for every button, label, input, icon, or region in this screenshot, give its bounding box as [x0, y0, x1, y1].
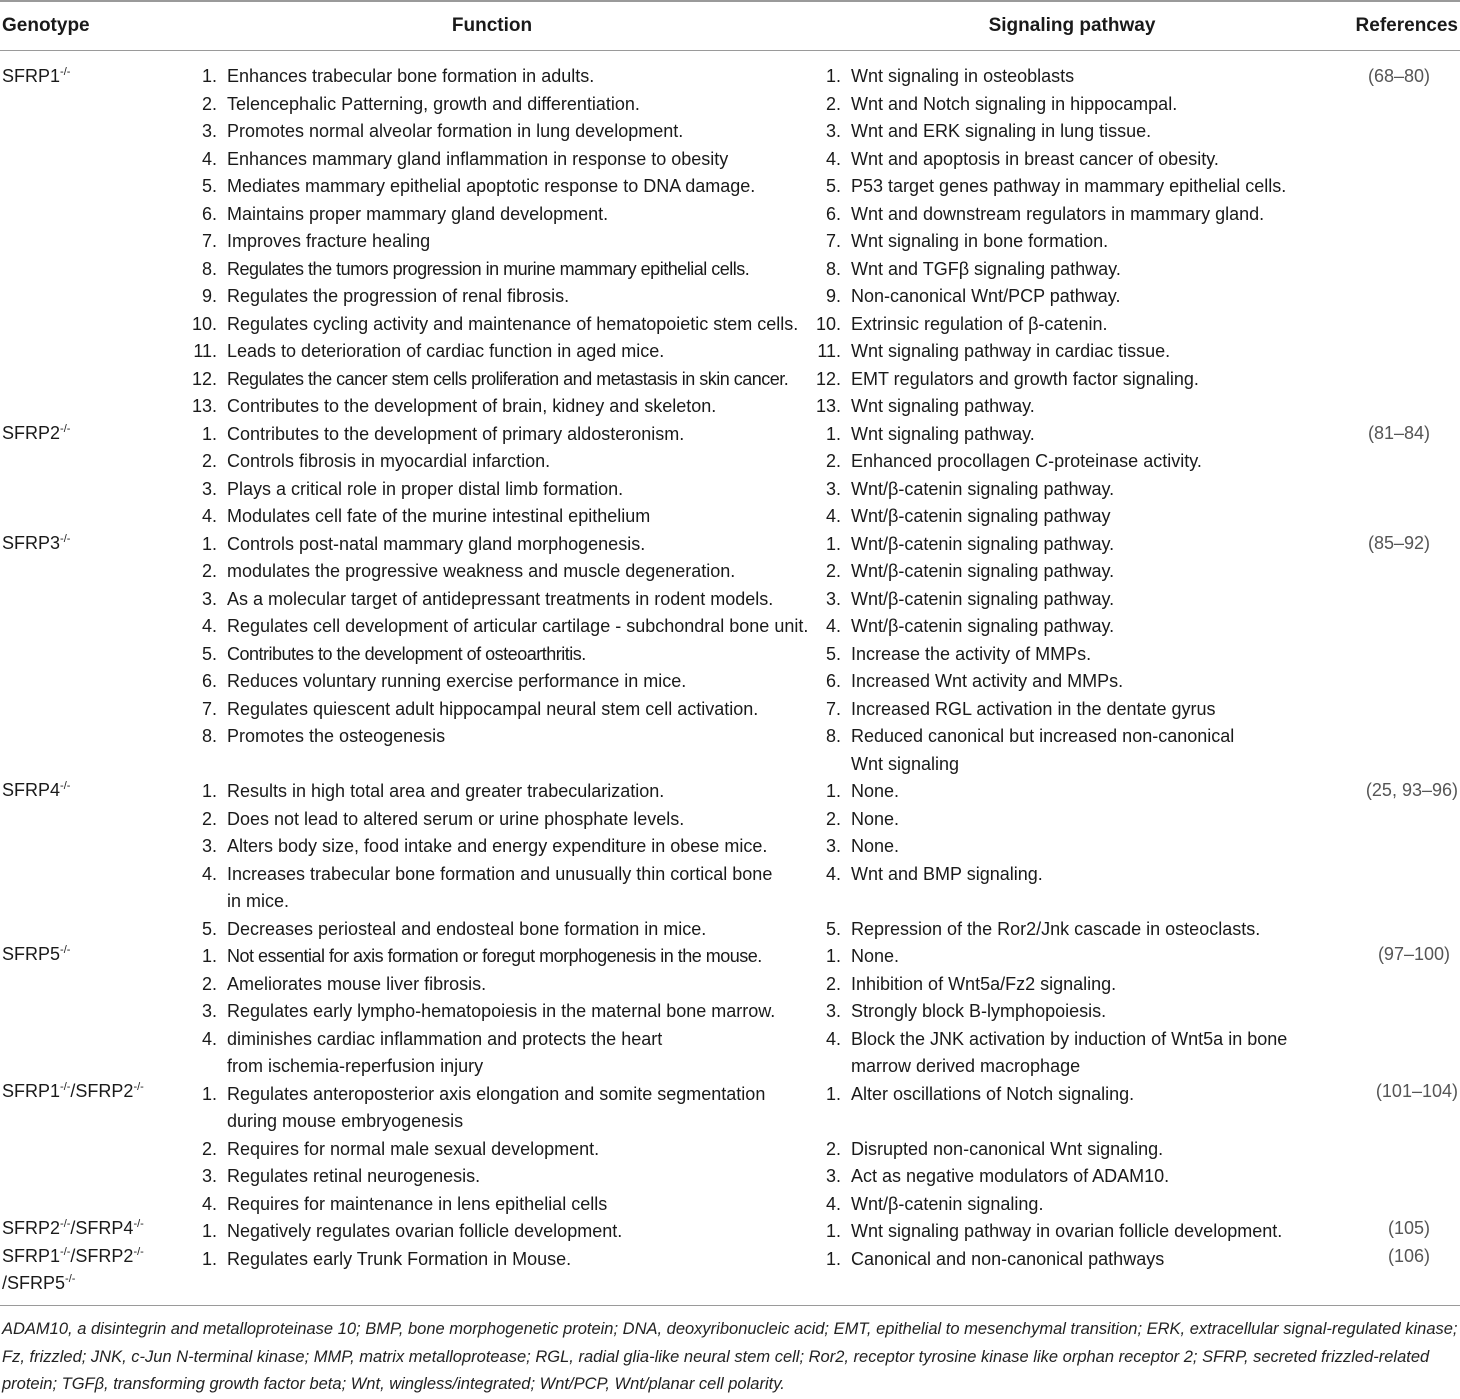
genotype-sfrp4: SFRP4-/-	[2, 780, 71, 800]
genotype-sfrp5: SFRP5-/-	[2, 944, 71, 964]
signaling-item-number: 4.	[825, 863, 841, 884]
signaling-item-number: 7.	[825, 231, 841, 251]
signaling-item-number: 7.	[825, 698, 841, 719]
function-item-number: 2.	[201, 973, 217, 994]
reference-sfrp1[interactable]: (68–80)	[1367, 66, 1430, 86]
reference-sfrp1-sfrp2[interactable]: (101–104)	[1375, 1081, 1458, 1101]
function-item: Promotes normal alveolar formation in lung development.	[227, 121, 684, 141]
header-references: References	[1355, 15, 1458, 36]
signaling-item: Wnt/β-catenin signaling pathway	[851, 506, 1111, 526]
signaling-item: Wnt/β-catenin signaling pathway.	[851, 616, 1115, 636]
signaling-item: Wnt signaling	[851, 753, 960, 774]
function-item: Improves fracture healing	[227, 231, 431, 251]
signaling-item: Wnt signaling pathway.	[851, 396, 1035, 416]
function-item-number: 1.	[201, 423, 217, 444]
function-item: Alters body size, food intake and energy expenditure in obese mice.	[227, 836, 768, 856]
signaling-item-number: 2.	[825, 451, 841, 471]
function-item-number: 1.	[201, 1221, 217, 1241]
function-item: Mediates mammary epithelial apoptotic response to DNA damage.	[227, 176, 756, 196]
function-item: in mice.	[227, 891, 290, 911]
signaling-item-number: 1.	[825, 1083, 841, 1104]
signaling-item: Increase the activity of MMPs.	[851, 643, 1092, 664]
function-item: Regulates the cancer stem cells proliferation and metastasis in skin cancer.	[227, 368, 789, 389]
signaling-item-number: 5.	[825, 643, 841, 664]
signaling-item-number: 2.	[825, 1138, 841, 1159]
reference-sfrp4[interactable]: (25, 93–96)	[1365, 780, 1458, 800]
function-item: Leads to deterioration of cardiac function in aged mice.	[227, 341, 665, 361]
function-item-number: 5.	[201, 643, 217, 664]
function-item-number: 3.	[201, 1001, 217, 1021]
signaling-item-number: 3.	[825, 1001, 841, 1021]
function-item-number: 8.	[201, 258, 217, 279]
function-item-number: 4.	[201, 616, 217, 636]
function-item: Not essential for axis formation or foregut morphogenesis in the mouse.	[227, 946, 762, 966]
signaling-item-number: 1.	[825, 533, 841, 554]
function-item-number: 1.	[201, 946, 217, 966]
function-item-number: 8.	[201, 726, 217, 746]
function-item-number: 12.	[191, 368, 217, 389]
signaling-item-number: 6.	[825, 203, 841, 224]
signaling-item-number: 4.	[825, 616, 841, 636]
function-item: Regulates early lympho-hematopoiesis in the maternal bone marrow.	[227, 1001, 776, 1021]
function-item-number: 4.	[201, 506, 217, 526]
function-item: from ischemia-reperfusion injury	[227, 1056, 484, 1076]
signaling-item: None.	[851, 808, 900, 829]
table-header	[0, 0, 1460, 50]
function-item-number: 2.	[201, 1138, 217, 1159]
genotype-sfrp1-sfrp2: SFRP1-/-/SFRP2-/-	[2, 1081, 144, 1101]
signaling-item-number: 3.	[825, 121, 841, 141]
genotype-sfrp5-continued: /SFRP5-/-	[2, 1273, 76, 1293]
function-item-number: 3.	[201, 836, 217, 856]
function-item: Enhances mammary gland inflammation in response to obesity	[227, 148, 729, 169]
signaling-item-number: 6.	[825, 671, 841, 691]
header-rule	[0, 50, 1460, 51]
signaling-item-number: 8.	[825, 258, 841, 279]
reference-sfrp5[interactable]: (97–100)	[1377, 944, 1450, 964]
signaling-item: Wnt and TGFβ signaling pathway.	[851, 258, 1121, 279]
signaling-item-number: 11.	[817, 341, 841, 361]
signaling-item: Disrupted non-canonical Wnt signaling.	[851, 1138, 1164, 1159]
reference-sfrp2[interactable]: (81–84)	[1367, 423, 1430, 443]
genotype-sfrp2-sfrp4: SFRP2-/-/SFRP4-/-	[2, 1218, 144, 1238]
function-item: Regulates the progression of renal fibrosis.	[227, 286, 570, 306]
signaling-item-number: 13.	[815, 396, 841, 416]
function-item: Regulates cell development of articular cartilage - subchondral bone unit.	[227, 616, 809, 636]
function-item-number: 4.	[201, 1028, 217, 1049]
function-item-number: 5.	[201, 176, 217, 196]
function-item: Contributes to the development of primary aldosteronism.	[227, 423, 685, 444]
function-item-number: 4.	[201, 148, 217, 169]
function-item: Negatively regulates ovarian follicle development.	[227, 1221, 623, 1241]
signaling-item-number: 2.	[825, 93, 841, 114]
function-item-number: 6.	[201, 671, 217, 691]
signaling-item: Repression of the Ror2/Jnk cascade in osteoclasts.	[851, 918, 1261, 939]
signaling-item: Wnt and downstream regulators in mammary gland.	[851, 203, 1265, 224]
signaling-item: Wnt/β-catenin signaling pathway.	[851, 478, 1115, 499]
signaling-item: Increased Wnt activity and MMPs.	[851, 671, 1124, 691]
reference-sfrp3[interactable]: (85–92)	[1367, 533, 1430, 553]
genotype-sfrp1: SFRP1-/-	[2, 66, 71, 86]
function-item-number: 10.	[191, 313, 217, 334]
signaling-item: marrow derived macrophage	[851, 1056, 1081, 1076]
signaling-item: Wnt signaling in osteoblasts	[851, 66, 1075, 86]
function-item: As a molecular target of antidepressant treatments in rodent models.	[227, 588, 774, 609]
function-item-number: 1.	[201, 533, 217, 554]
function-item: Controls fibrosis in myocardial infarction.	[227, 451, 551, 471]
signaling-item: Wnt/β-catenin signaling pathway.	[851, 588, 1115, 609]
signaling-item: Wnt and BMP signaling.	[851, 863, 1043, 884]
signaling-item: Wnt/β-catenin signaling.	[851, 1193, 1044, 1214]
signaling-item: Canonical and non-canonical pathways	[851, 1248, 1165, 1269]
function-item-number: 2.	[201, 808, 217, 829]
genotype-sfrp2: SFRP2-/-	[2, 423, 71, 443]
signaling-item-number: 1.	[825, 66, 841, 86]
header-function: Function	[451, 15, 533, 36]
function-item-number: 6.	[201, 203, 217, 224]
function-item: diminishes cardiac inflammation and protects the heart	[227, 1028, 663, 1049]
function-item: Maintains proper mammary gland development.	[227, 203, 609, 224]
function-item: Regulates cycling activity and maintenance of hematopoietic stem cells.	[227, 313, 799, 334]
signaling-item-number: 1.	[825, 1221, 841, 1241]
function-item-number: 9.	[201, 286, 217, 306]
function-item: Requires for normal male sexual development.	[227, 1138, 600, 1159]
signaling-item-number: 1.	[825, 423, 841, 444]
function-item-number: 1.	[201, 1083, 217, 1104]
signaling-item-number: 2.	[825, 561, 841, 581]
function-item: Plays a critical role in proper distal limb formation.	[227, 478, 624, 499]
signaling-item: Wnt/β-catenin signaling pathway.	[851, 561, 1115, 581]
signaling-item: None.	[851, 781, 900, 801]
signaling-item-number: 4.	[825, 506, 841, 526]
reference-sfrp1-sfrp2-sfrp5[interactable]: (106)	[1387, 1246, 1430, 1266]
function-item-number: 1.	[201, 66, 217, 86]
signaling-item: EMT regulators and growth factor signaling.	[851, 368, 1199, 389]
signaling-item-number: 10.	[815, 313, 841, 334]
function-item: Regulates quiescent adult hippocampal neural stem cell activation.	[227, 698, 759, 719]
function-item-number: 2.	[201, 561, 217, 581]
function-item-number: 1.	[201, 1248, 217, 1269]
signaling-item: Wnt signaling pathway.	[851, 423, 1035, 444]
signaling-item-number: 5.	[825, 176, 841, 196]
function-item-number: 3.	[201, 1166, 217, 1186]
signaling-item-number: 3.	[825, 478, 841, 499]
function-item-number: 7.	[201, 698, 217, 719]
function-item: Increases trabecular bone formation and unusually thin cortical bone	[227, 863, 773, 884]
function-item: Results in high total area and greater trabecularization.	[227, 781, 665, 801]
function-item: Does not lead to altered serum or urine phosphate levels.	[227, 808, 685, 829]
signaling-item: Reduced canonical but increased non-canonical	[851, 726, 1235, 746]
reference-sfrp2-sfrp4[interactable]: (105)	[1387, 1218, 1430, 1238]
function-item: Regulates early Trunk Formation in Mouse.	[227, 1248, 572, 1269]
function-item: during mouse embryogenesis	[227, 1111, 464, 1131]
signaling-item-number: 3.	[825, 1166, 841, 1186]
signaling-item: Wnt signaling pathway in cardiac tissue.	[851, 341, 1171, 361]
header-genotype: Genotype	[2, 15, 90, 36]
function-item-number: 3.	[201, 478, 217, 499]
signaling-item: Wnt and Notch signaling in hippocampal.	[851, 93, 1178, 114]
function-item: Reduces voluntary running exercise performance in mice.	[227, 671, 687, 691]
signaling-item-number: 1.	[825, 946, 841, 966]
function-item: modulates the progressive weakness and muscle degeneration.	[227, 561, 736, 581]
signaling-item-number: 3.	[825, 836, 841, 856]
signaling-item: Wnt signaling in bone formation.	[851, 231, 1109, 251]
signaling-item: Block the JNK activation by induction of Wnt5a in bone	[851, 1028, 1288, 1049]
function-item: Regulates retinal neurogenesis.	[227, 1166, 481, 1186]
signaling-item: Wnt and apoptosis in breast cancer of obesity.	[851, 148, 1219, 169]
signaling-item-number: 4.	[825, 148, 841, 169]
function-item-number: 7.	[201, 231, 217, 251]
function-item-number: 2.	[201, 93, 217, 114]
function-item-number: 11.	[193, 341, 217, 361]
function-item: Regulates anteroposterior axis elongation and somite segmentation	[227, 1083, 766, 1104]
signaling-item: Wnt signaling pathway in ovarian follicle development.	[851, 1221, 1283, 1241]
function-item: Telencephalic Patterning, growth and differentiation.	[227, 93, 640, 114]
signaling-item-number: 5.	[825, 918, 841, 939]
signaling-item: Enhanced procollagen C-proteinase activity.	[851, 451, 1202, 471]
function-item: Decreases periosteal and endosteal bone formation in mice.	[227, 918, 707, 939]
signaling-item-number: 9.	[825, 286, 841, 306]
function-item: Ameliorates mouse liver fibrosis.	[227, 973, 487, 994]
signaling-item: Act as negative modulators of ADAM10.	[851, 1166, 1170, 1186]
signaling-item: Alter oscillations of Notch signaling.	[851, 1083, 1135, 1104]
genotype-sfrp1-sfrp2-sfrp5: SFRP1-/-/SFRP2-/-	[2, 1246, 144, 1266]
signaling-item-number: 8.	[825, 726, 841, 746]
signaling-item-number: 1.	[825, 1248, 841, 1269]
function-item: Regulates the tumors progression in murine mammary epithelial cells.	[227, 258, 750, 279]
signaling-item: Extrinsic regulation of β-catenin.	[851, 313, 1108, 334]
function-item-number: 3.	[201, 121, 217, 141]
signaling-item-number: 1.	[825, 781, 841, 801]
function-item: Contributes to the development of brain, kidney and skeleton.	[227, 396, 717, 416]
signaling-item: Non-canonical Wnt/PCP pathway.	[851, 286, 1121, 306]
signaling-item-number: 12.	[815, 368, 841, 389]
function-item-number: 5.	[201, 918, 217, 939]
function-item-number: 3.	[201, 588, 217, 609]
table-bottom-rule	[0, 1305, 1460, 1306]
signaling-item: None.	[851, 836, 900, 856]
function-item: Contributes to the development of osteoarthritis.	[227, 643, 586, 664]
signaling-item: Wnt/β-catenin signaling pathway.	[851, 533, 1115, 554]
genotype-sfrp3: SFRP3-/-	[2, 533, 71, 553]
signaling-item: Strongly block B-lymphopoiesis.	[851, 1001, 1107, 1021]
signaling-item: P53 target genes pathway in mammary epithelial cells.	[851, 176, 1287, 196]
function-item: Enhances trabecular bone formation in adults.	[227, 66, 595, 86]
signaling-item: Wnt and ERK signaling in lung tissue.	[851, 121, 1152, 141]
function-item: Requires for maintenance in lens epithelial cells	[227, 1193, 608, 1214]
function-item-number: 2.	[201, 451, 217, 471]
function-item-number: 13.	[191, 396, 217, 416]
signaling-item: Increased RGL activation in the dentate gyrus	[851, 698, 1216, 719]
signaling-item-number: 2.	[825, 973, 841, 994]
function-item: Promotes the osteogenesis	[227, 726, 446, 746]
signaling-item-number: 4.	[825, 1193, 841, 1214]
signaling-item-number: 2.	[825, 808, 841, 829]
signaling-item: None.	[851, 946, 900, 966]
function-item-number: 4.	[201, 863, 217, 884]
function-item: Controls post-natal mammary gland morphogenesis.	[227, 533, 646, 554]
header-signaling-pathway: Signaling pathway	[988, 15, 1156, 36]
function-item-number: 4.	[201, 1193, 217, 1214]
signaling-item: Inhibition of Wnt5a/Fz2 signaling.	[851, 973, 1117, 994]
function-item: Modulates cell fate of the murine intestinal epithelium	[227, 506, 651, 526]
table-footnote: ADAM10, a disintegrin and metalloproteinase 10; BMP, bone morphogenetic protein; DNA, deoxyribonucleic acid; EMT, epithelial to mesenchymal transition; ERK, extracellular signal-regulated kinase; Fz, frizzled; JNK, c-Jun N-terminal kinase; MMP, matrix metalloprotease; RGL, radial glia-like neural stem cell; Ror2, receptor tyrosine kinase like orphan receptor 2; SFRP, secreted frizzled-related protein; TGFβ, transforming growth factor beta; Wnt, wingless/integrated; Wnt/PCP, Wnt/planar cell polarity.	[2, 1320, 1458, 1393]
signaling-item-number: 3.	[825, 588, 841, 609]
function-item-number: 1.	[201, 781, 217, 801]
signaling-item-number: 4.	[825, 1028, 841, 1049]
